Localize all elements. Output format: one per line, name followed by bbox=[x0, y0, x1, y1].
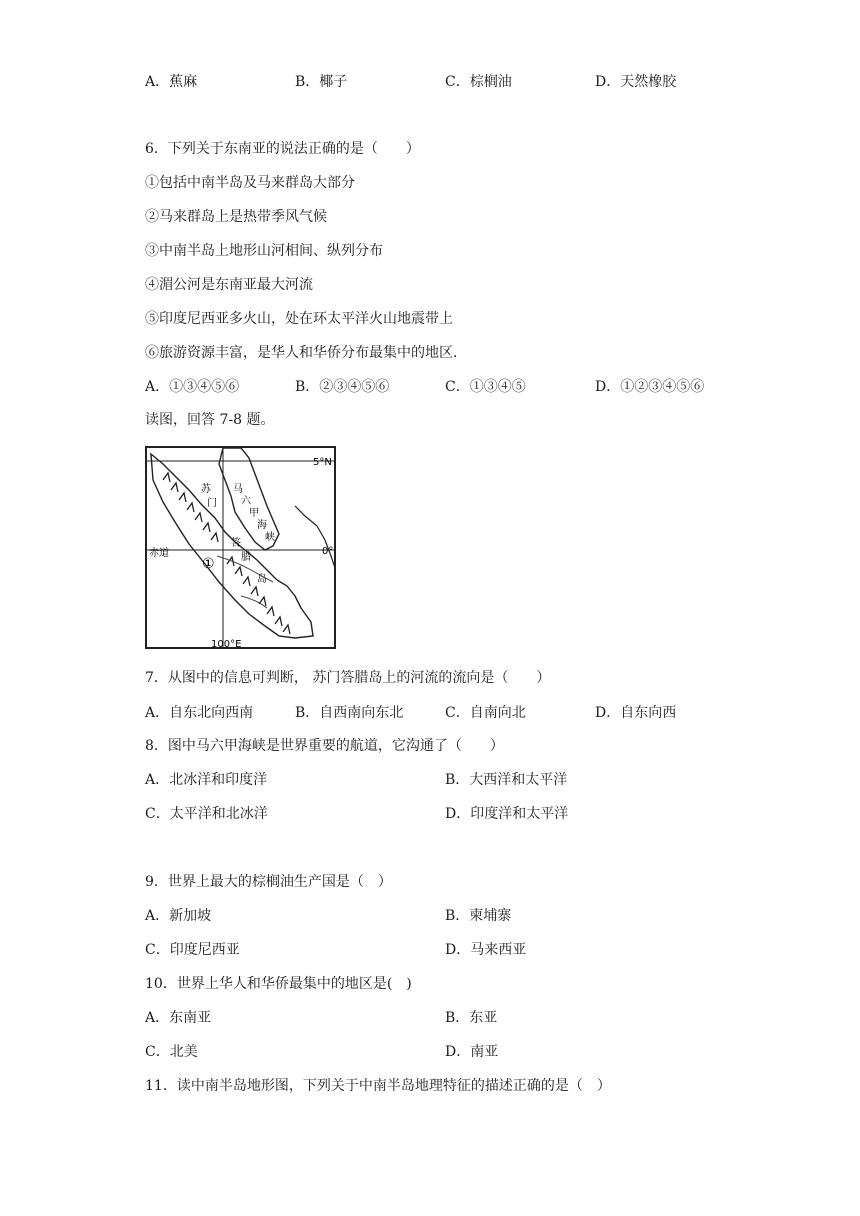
q6-statement-2: ②马来群岛上是热带季风气候 bbox=[145, 209, 327, 225]
malacca-char-2: 六 bbox=[241, 496, 251, 507]
sumatra-char-3: 答 bbox=[231, 538, 241, 549]
q10-option-a[interactable]: A．东南亚 bbox=[145, 1010, 212, 1026]
q6-option-a[interactable]: A．①③④⑤⑥ bbox=[145, 379, 240, 395]
malacca-char-1: 马 bbox=[233, 484, 243, 495]
q5-option-b[interactable]: B．椰子 bbox=[295, 74, 348, 90]
q6-statement-3: ③中南半岛上地形山河相间、纵列分布 bbox=[145, 243, 383, 259]
q8-stem: 8．图中马六甲海峡是世界重要的航道，它沟通了（ ） bbox=[145, 738, 504, 754]
malacca-char-5: 峡 bbox=[265, 532, 275, 543]
marker-1-label: ① bbox=[202, 556, 215, 572]
q5-option-c[interactable]: C．棕榈油 bbox=[445, 74, 512, 90]
q6-statement-5: ⑤印度尼西亚多火山，处在环太平洋火山地震带上 bbox=[145, 311, 453, 327]
q9-option-d[interactable]: D．马来西亚 bbox=[445, 942, 527, 958]
q7-option-b[interactable]: B．自西南向东北 bbox=[295, 705, 404, 721]
q6-statement-1: ①包括中南半岛及马来群岛大部分 bbox=[145, 175, 355, 191]
q7-stem: 7．从图中的信息可判断， 苏门答腊岛上的河流的流向是（ ） bbox=[145, 670, 551, 686]
sumatra-char-5: 岛 bbox=[257, 574, 267, 585]
q11-stem: 11．读中南半岛地形图，下列关于中南半岛地理特征的描述正确的是（ ） bbox=[145, 1078, 611, 1094]
q8-option-a[interactable]: A．北冰洋和印度洋 bbox=[145, 772, 268, 788]
equator-label: 赤道 bbox=[149, 548, 169, 559]
sumatra-char-4: 腊 bbox=[241, 552, 251, 563]
q6-option-d[interactable]: D．①②③④⑤⑥ bbox=[595, 379, 705, 395]
q9-option-a[interactable]: A．新加坡 bbox=[145, 908, 212, 924]
q10-stem: 10．世界上华人和华侨最集中的地区是( ) bbox=[145, 976, 412, 992]
q6-statement-6: ⑥旅游资源丰富，是华人和华侨分布最集中的地区． bbox=[145, 345, 467, 361]
q5-option-d[interactable]: D．天然橡胶 bbox=[595, 74, 677, 90]
q6-option-c[interactable]: C．①③④⑤ bbox=[445, 379, 526, 395]
q10-option-d[interactable]: D．南亚 bbox=[445, 1044, 499, 1060]
q7-option-d[interactable]: D．自东向西 bbox=[595, 705, 677, 721]
q7-option-a[interactable]: A．自东北向西南 bbox=[145, 705, 254, 721]
sumatra-char-1: 苏 bbox=[201, 484, 211, 495]
lat-5n-label: 5°N bbox=[313, 457, 332, 468]
q5-option-a[interactable]: A．蕉麻 bbox=[145, 74, 198, 90]
lat-0-label: 0° bbox=[322, 546, 334, 557]
malacca-char-4: 海 bbox=[257, 520, 267, 531]
q9-option-b[interactable]: B．柬埔寨 bbox=[445, 908, 512, 924]
q9-option-c[interactable]: C．印度尼西亚 bbox=[145, 942, 240, 958]
q8-option-c[interactable]: C．太平洋和北冰洋 bbox=[145, 806, 268, 822]
q7-option-c[interactable]: C．自南向北 bbox=[445, 705, 526, 721]
lon-100e-label: 100°E bbox=[211, 639, 242, 649]
q9-stem: 9．世界上最大的棕榈油生产国是（ ） bbox=[145, 874, 392, 890]
q8-option-d[interactable]: D．印度洋和太平洋 bbox=[445, 806, 569, 822]
q8-option-b[interactable]: B．大西洋和太平洋 bbox=[445, 772, 568, 788]
map-instruction: 读图，回答 7-8 题。 bbox=[145, 412, 275, 428]
q6-stem: 6．下列关于东南亚的说法正确的是（ ） bbox=[145, 141, 420, 157]
q10-option-b[interactable]: B．东亚 bbox=[445, 1010, 498, 1026]
malacca-char-3: 甲 bbox=[249, 508, 259, 519]
sumatra-malacca-map bbox=[145, 446, 336, 649]
sumatra-char-2: 门 bbox=[207, 498, 217, 509]
q6-option-b[interactable]: B．②③④⑤⑥ bbox=[295, 379, 390, 395]
q6-statement-4: ④湄公河是东南亚最大河流 bbox=[145, 277, 313, 293]
q10-option-c[interactable]: C．北美 bbox=[145, 1044, 198, 1060]
